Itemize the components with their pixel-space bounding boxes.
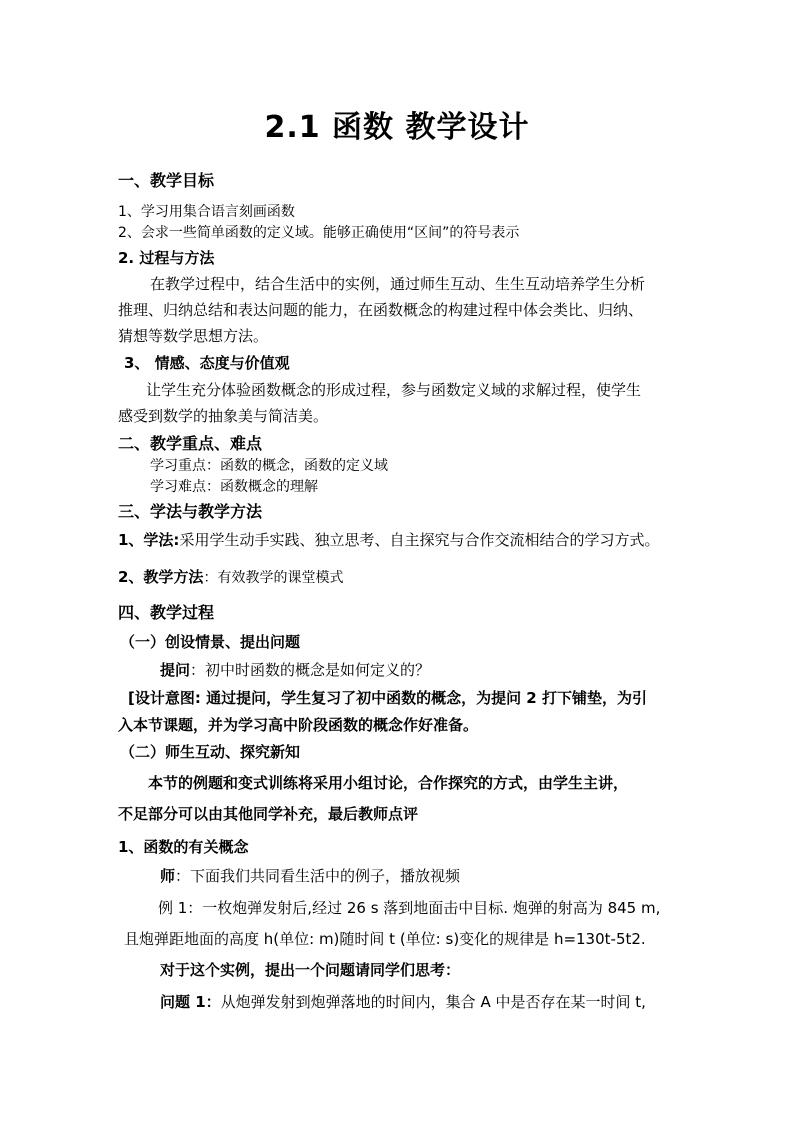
study-method-text: 采用学生动手实践、独立思考、自主探究与合作交流相结合的学习方式。: [179, 531, 660, 549]
study-method-line: [118, 530, 659, 550]
key-point-text: 学习重点：函数的概念，函数的定义域: [150, 458, 388, 474]
design-intent-line-1: [设计意图: 通过提问，学生复习了初中函数的概念，为提问 2 打下铺垫，为引: [128, 689, 647, 707]
emotion-paragraph-line-1: 让学生充分体验函数概念的形成过程，参与函数定义域的求解过程，使学生: [146, 381, 642, 399]
section-heading-process: 四、教学过程: [118, 603, 215, 622]
objective-item-1: 1、学习用集合语言刻画函数: [118, 204, 295, 220]
subheading-emotion-values: 3、 情感、态度与价值观: [124, 354, 290, 372]
problem-1-label: 问题 1：: [160, 993, 221, 1011]
subheading-scenario: （一）创设情景、提出问题: [120, 633, 301, 651]
teaching-method-line: [118, 567, 343, 588]
emotion-paragraph-line-2: 感受到数学的抽象美与简洁美。: [118, 407, 329, 425]
problem-1-line: [160, 992, 646, 1012]
question-line: [160, 660, 430, 680]
thinking-prompt: 对于这个实例，提出一个问题请同学们思考：: [160, 961, 461, 979]
section-heading-methods: 三、学法与教学方法: [118, 502, 263, 521]
process-paragraph-line-1: 在教学过程中，结合生活中的实例，通过师生互动、生生互动培养学生分析: [150, 275, 646, 293]
teaching-method-label: 2、教学方法: [118, 568, 204, 586]
section-heading-key-points: 二、教学重点、难点: [118, 434, 263, 453]
teacher-label: 师: [160, 867, 176, 885]
difficult-point-text: 学习难点：函数概念的理解: [150, 479, 318, 495]
teaching-method-text: ：有效教学的课堂模式: [203, 570, 344, 586]
subheading-interaction: （二）师生互动、探究新知: [120, 743, 301, 761]
interaction-paragraph-line-2: 不足部分可以由其他同学补充，最后教师点评: [118, 805, 419, 823]
objective-item-2: 2、会求一些简单函数的定义域。能够正确使用“区间”的符号表示: [118, 225, 520, 241]
process-paragraph-line-2: 推理、归纳总结和表达问题的能力，在函数概念的构建过程中体会类比、归纳、: [118, 301, 644, 319]
example-1-line-2: 且炮弹距地面的高度 h(单位: m)随时间 t (单位: s)变化的规律是 h=130t-5t2.: [124, 930, 646, 948]
section-heading-objectives: 一、教学目标: [118, 171, 215, 190]
interaction-paragraph-line-1: 本节的例题和变式训练将采用小组讨论，合作探究的方式，由学生主讲，: [148, 774, 629, 792]
example-1-line-1: 例 1：一枚炮弹发射后,经过 26 s 落到地面击中目标. 炮弹的射高为 845 m,: [158, 899, 661, 917]
question-text: ：初中时函数的概念是如何定义的？: [190, 661, 431, 679]
subheading-function-concepts: 1、函数的有关概念: [118, 838, 249, 856]
problem-1-text: 从炮弹发射到炮弹落地的时间内，集合 A 中是否存在某一时间 t,: [220, 993, 646, 1011]
document-title: 2.1 函数 教学设计: [264, 110, 530, 145]
teacher-line: [160, 866, 460, 886]
subheading-process-methods: 2. 过程与方法: [118, 249, 215, 267]
study-method-label: 1、学法:: [118, 531, 180, 549]
teacher-text: ：下面我们共同看生活中的例子，播放视频: [175, 867, 461, 885]
design-intent-line-2: 入本节课题，并为学习高中阶段函数的概念作好准备。: [118, 716, 479, 734]
process-paragraph-line-3: 猜想等数学思想方法。: [118, 327, 269, 345]
question-label: 提问: [160, 661, 191, 679]
